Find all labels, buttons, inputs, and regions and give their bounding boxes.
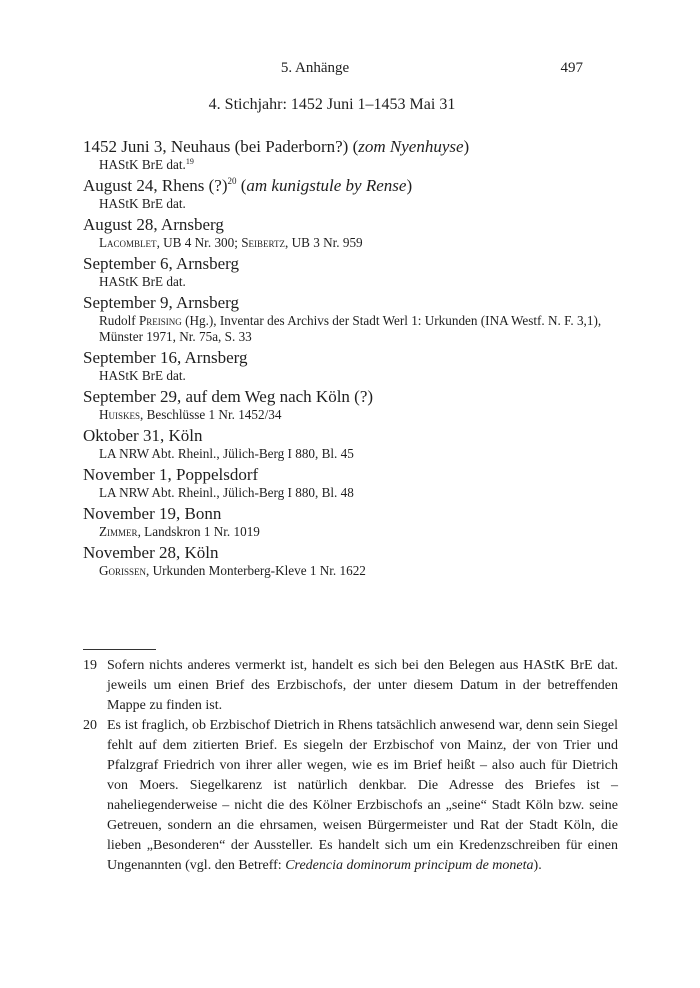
- running-head: [0, 60, 700, 80]
- entry-date: November 19, Bonn: [83, 504, 222, 523]
- itinerary-entry: [83, 215, 618, 251]
- itinerary-entry: [83, 137, 618, 173]
- itinerary-entry: [83, 426, 618, 462]
- itinerary-entry: [83, 293, 618, 345]
- itinerary-entry: [83, 543, 618, 579]
- entry-source: Zimmer, Landskron 1 Nr. 1019: [99, 524, 260, 539]
- entry-source: LA NRW Abt. Rheinl., Jülich-Berg I 880, Bl. 48: [99, 485, 354, 500]
- entry-source: Gorissen, Urkunden Monterberg-Kleve 1 Nr. 1622: [99, 563, 366, 578]
- itinerary-entry: [83, 348, 618, 384]
- entry-source: HAStK BrE dat.$^{19}$: [99, 157, 194, 172]
- entry-date: Oktober 31, Köln: [83, 426, 203, 445]
- entry-date: 1452 Juni 3, Neuhaus (bei Paderborn?) (zom Nyenhuyse): [83, 137, 470, 156]
- entry-date: September 6, Arnsberg: [83, 254, 239, 273]
- footnote-number: 20: [83, 718, 97, 733]
- entry-source: HAStK BrE dat.: [99, 368, 186, 383]
- footnote-text: Sofern nichts anderes vermerkt ist, handelt es sich bei den Belegen aus HAStK BrE dat. jeweils um einen Brief des Erzbischofs, der unter diesem Datum in der betreffenden Mappe zu finden ist.: [107, 658, 618, 713]
- entry-source: HAStK BrE dat.: [99, 274, 186, 289]
- footnote-divider: [83, 649, 156, 650]
- footnote: [83, 656, 618, 716]
- itinerary-entry: [83, 387, 618, 423]
- footnote-text: Es ist fraglich, ob Erzbischof Dietrich in Rhens tatsächlich anwesend war, denn sein Siegel fehlt auf dem zitierten Brief. Es siegeln der Erzbischof von Mainz, der von Trier und Pfalzgraf Friedrich von ihrer aller wegen, wie es im Brief heißt – also auch für Dietrich von Moers. Siegelkarenz ist natürlich denkbar. Die Adresse des Briefes ist – naheliegenderweise – nicht die des Kölner Erzbischofs an „seine“ Stadt Köln bzw. seine Getreuen, sondern an die ehrsamen, weisen Bürgermeister und Rat der Stadt Köln, die lieben „Besonderen“ der Aussteller. Es handelt sich um ein Kredenzschreiben für einen Ungenannten (vgl. den Betreff: Credencia dominorum principum de moneta).: [107, 718, 618, 873]
- entry-source: Rudolf Preising (Hg.), Inventar des Archivs der Stadt Werl 1: Urkunden (INA Westf. N. F. 3,1), Münster 1971, Nr. 75a, S. 33: [99, 313, 602, 344]
- entry-date: September 29, auf dem Weg nach Köln (?): [83, 387, 374, 406]
- itinerary-list: [83, 137, 618, 582]
- footnote-ref[interactable]: 19: [185, 157, 194, 166]
- itinerary-entry: [83, 504, 618, 540]
- itinerary-entry: [83, 176, 618, 212]
- footnote-ref[interactable]: 20: [227, 176, 237, 186]
- chapter-title: 4. Stichjahr: 1452 Juni 1–1453 Mai 31: [208, 96, 456, 113]
- entry-date: November 28, Köln: [83, 543, 219, 562]
- itinerary-entry: [83, 465, 618, 501]
- entry-date: September 9, Arnsberg: [83, 293, 239, 312]
- entry-date: August 24, Rhens (?)$^{20}$ (am kunigstule by Rense): [83, 176, 413, 195]
- running-head-section: 5. Anhänge: [280, 60, 350, 76]
- entry-source: HAStK BrE dat.: [99, 196, 186, 211]
- page-number: 497: [560, 60, 583, 76]
- entry-source: LA NRW Abt. Rheinl., Jülich-Berg I 880, Bl. 45: [99, 446, 354, 461]
- footnotes: [83, 656, 618, 876]
- itinerary-entry: [83, 254, 618, 290]
- entry-date: November 1, Poppelsdorf: [83, 465, 259, 484]
- footnote-number: 19: [83, 658, 97, 673]
- entry-date: September 16, Arnsberg: [83, 348, 248, 367]
- footnote: [83, 716, 618, 876]
- entry-source: Lacomblet, UB 4 Nr. 300; Seibertz, UB 3 Nr. 959: [99, 235, 363, 250]
- entry-source: Huiskes, Beschlüsse 1 Nr. 1452/34: [99, 407, 282, 422]
- entry-date: August 28, Arnsberg: [83, 215, 224, 234]
